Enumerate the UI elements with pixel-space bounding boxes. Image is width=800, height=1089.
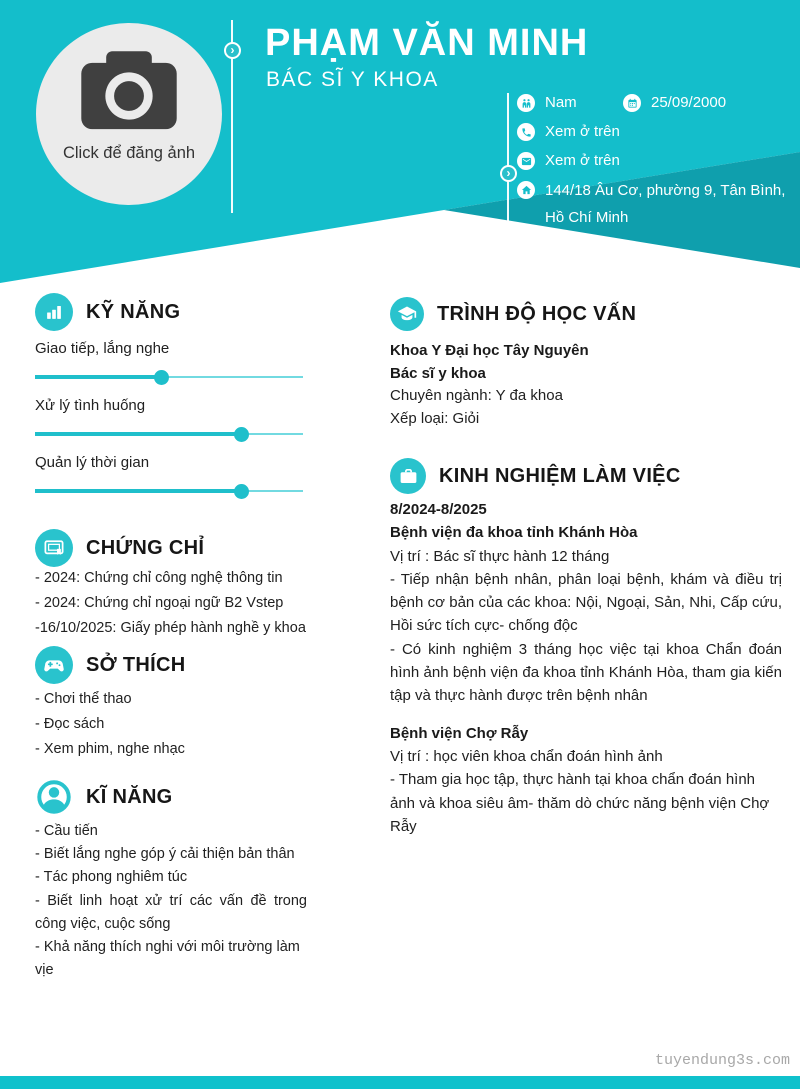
list-item: -16/10/2025: Giấy phép hành nghề y khoa [35, 620, 306, 636]
photo-upload-area[interactable] [36, 23, 222, 205]
section-title: KĨ NĂNG [86, 785, 173, 808]
contact-phone [517, 123, 620, 141]
section-header-hobbies [35, 646, 307, 684]
job-detail: - Tham gia học tập, thực hành tại khoa chẩn đoán hình ảnh và khoa siêu âm- thăm dò chức năng bệnh viện Chợ Rẫy [390, 771, 770, 835]
gamepad-icon [35, 646, 73, 684]
footer-bar [0, 1076, 800, 1089]
skill-label: Xử lý tình huống [35, 397, 146, 414]
contact-timeline-line [507, 93, 509, 228]
chevron-right-icon [500, 165, 517, 182]
section-header-certificates [35, 529, 307, 567]
candidate-name: PHẠM VĂN MINH [265, 22, 589, 64]
certificate-icon [35, 529, 73, 567]
candidate-job-title: BÁC SĨ Y KHOA [266, 68, 439, 91]
certificates-list [35, 566, 307, 641]
home-icon [517, 181, 535, 199]
skill-label: Giao tiếp, lắng nghe [35, 340, 170, 357]
job-position: Vị trí : học viên khoa chẩn đoán hình ảnh [390, 747, 663, 765]
skill-slider[interactable] [35, 483, 303, 500]
section-title: KỸ NĂNG [86, 300, 181, 323]
degree: Bác sĩ y khoa [390, 364, 486, 382]
job-entry [390, 722, 782, 838]
calendar-icon [623, 94, 641, 112]
section-title: CHỨNG CHỈ [86, 536, 205, 559]
phone-icon [517, 123, 535, 141]
spacer [35, 510, 307, 529]
job-entry [390, 498, 782, 708]
section-header-soft-skills [35, 778, 307, 816]
envelope-icon [517, 152, 535, 170]
list-item: - Xem phim, nghe nhạc [35, 741, 185, 757]
job-period: 8/2024-8/2025 [390, 501, 487, 518]
bar-chart-icon [35, 293, 73, 331]
skills-slider-list [35, 339, 307, 500]
skill-slider-item [35, 453, 307, 500]
list-item: - Cầu tiến [35, 823, 98, 839]
section-title: TRÌNH ĐỘ HỌC VẤN [437, 302, 637, 325]
school-name: Khoa Y Đại học Tây Nguyên [390, 342, 589, 359]
email-value: Xem ở trên [545, 152, 620, 169]
gender-icon [517, 94, 535, 112]
job-detail: - Tiếp nhận bệnh nhân, phân loại bệnh, khám và điều trị bệnh cơ bản của các khoa: Nội, Ngoại, Sản, Nhi, Cấp cứu, Hồi sức tích cực- chống độc [390, 570, 782, 635]
major: Chuyên ngành: Y đa khoa [390, 387, 563, 404]
list-item: - Đọc sách [35, 716, 105, 732]
slider-fill [35, 489, 241, 493]
job-position: Vị trí : Bác sĩ thực hành 12 tháng [390, 547, 610, 565]
job-company: Bệnh viện Chợ Rẫy [390, 724, 529, 742]
job-company: Bệnh viện đa khoa tỉnh Khánh Hòa [390, 524, 638, 542]
briefcase-icon [390, 458, 426, 494]
list-item: - 2024: Chứng chỉ ngoại ngữ B2 Vstep [35, 595, 284, 611]
list-item: - 2024: Chứng chỉ công nghệ thông tin [35, 570, 283, 586]
section-title: SỞ THÍCH [86, 653, 186, 676]
skill-slider[interactable] [35, 426, 303, 443]
hobbies-list [35, 687, 307, 762]
list-item: - Khả năng thích nghi với môi trường làm vịe [35, 939, 300, 979]
chevron-right-icon [224, 42, 241, 59]
header [0, 0, 800, 283]
skill-slider-item [35, 396, 307, 443]
slider-fill [35, 432, 241, 436]
section-header-skills [35, 293, 307, 331]
slider-thumb[interactable] [234, 427, 249, 442]
section-header-experience [390, 458, 782, 494]
contact-dob [623, 94, 726, 112]
list-item: - Biết lắng nghe góp ý cải thiện bản thân [35, 846, 295, 863]
skill-slider-item [35, 339, 307, 386]
photo-placeholder-label[interactable]: Click để đăng ảnh [62, 144, 196, 162]
education-details [390, 340, 782, 430]
section-header-education [390, 297, 782, 331]
spacer [390, 430, 782, 458]
contact-address [517, 181, 797, 231]
contact-email [517, 152, 620, 170]
left-column [35, 293, 307, 982]
spacer [35, 762, 307, 778]
person-icon [35, 778, 73, 816]
slider-thumb[interactable] [154, 370, 169, 385]
contact-gender [517, 94, 577, 112]
gender-value: Nam [545, 94, 577, 111]
skill-slider[interactable] [35, 369, 303, 386]
slider-fill [35, 375, 161, 379]
skill-label: Quản lý thời gian [35, 454, 150, 471]
experience-details [390, 498, 782, 838]
soft-skills-list [35, 820, 307, 982]
dob-value: 25/09/2000 [651, 94, 727, 111]
slider-thumb[interactable] [234, 484, 249, 499]
right-column [390, 297, 782, 838]
list-item: - Tác phong nghiêm túc [35, 869, 188, 886]
watermark-brand: tuyendung3s.com [654, 1052, 790, 1069]
camera-icon [73, 46, 185, 146]
list-item: - Biết linh hoạt xử trí các vấn đề trong công việc, cuộc sống [35, 892, 307, 932]
graduation-cap-icon [390, 297, 424, 331]
phone-value: Xem ở trên [545, 123, 620, 140]
list-item: - Chơi thể thao [35, 691, 132, 707]
section-title: KINH NGHIỆM LÀM VIỆC [439, 464, 681, 487]
job-detail: - Có kinh nghiệm 3 tháng học việc tại khoa Chẩn đoán hình ảnh bệnh viện đa khoa tỉnh Khánh Hòa, tham gia kiến tập và thực hành được trên bệnh nhân [390, 640, 782, 705]
grade: Xếp loại: Giỏi [390, 409, 480, 427]
address-value: 144/18 Âu Cơ, phường 9, Tân Bình, Hồ Chí Minh [545, 182, 786, 226]
